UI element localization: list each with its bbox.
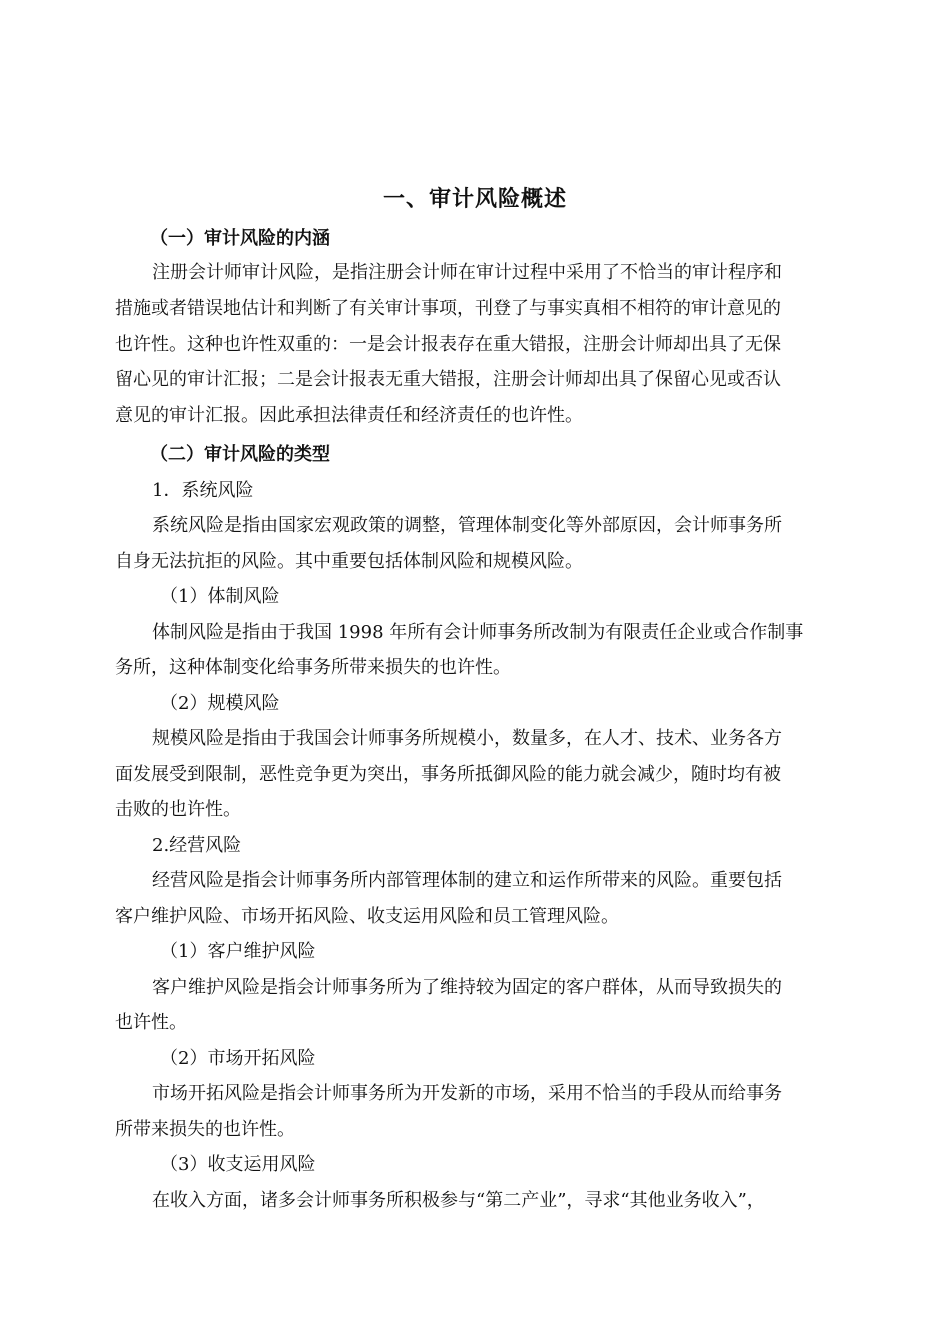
paragraph-line: 意见的审计汇报。因此承担法律责任和经济责任的也许性。 bbox=[115, 405, 583, 426]
paragraph-line: 措施或者错误地估计和判断了有关审计事项，刊登了与事实真相不相符的审计意见的 bbox=[115, 298, 781, 319]
paragraph-line: 体制风险是指由于我国 1998 年所有会计师事务所改制为有限责任企业或合作制事 bbox=[152, 622, 804, 643]
item-title-1: 1．系统风险 bbox=[152, 480, 254, 501]
paragraph-line: 面发展受到限制，恶性竞争更为突出，事务所抵御风险的能力就会减少，随时均有被 bbox=[115, 764, 781, 785]
subitem-title: （1）体制风险 bbox=[160, 586, 280, 607]
section-heading-1: （一）审计风险的内涵 bbox=[150, 228, 330, 249]
paragraph-line: 系统风险是指由国家宏观政策的调整，管理体制变化等外部原因，会计师事务所 bbox=[152, 515, 782, 536]
paragraph-line: 在收入方面，诸多会计师事务所积极参与“第二产业”，寻求“其他业务收入”， bbox=[152, 1190, 765, 1211]
paragraph-line: 也许性。 bbox=[115, 1012, 187, 1033]
paragraph-line: 注册会计师审计风险，是指注册会计师在审计过程中采用了不恰当的审计程序和 bbox=[152, 262, 782, 283]
paragraph-line: 务所，这种体制变化给事务所带来损失的也许性。 bbox=[115, 657, 511, 678]
paragraph-line: 客户维护风险、市场开拓风险、收支运用风险和员工管理风险。 bbox=[115, 906, 619, 927]
subitem-title: （3）收支运用风险 bbox=[160, 1154, 316, 1175]
paragraph-line: 所带来损失的也许性。 bbox=[115, 1119, 295, 1140]
paragraph-line: 规模风险是指由于我国会计师事务所规模小，数量多，在人才、技术、业务各方 bbox=[152, 728, 782, 749]
paragraph-line: 市场开拓风险是指会计师事务所为开发新的市场，采用不恰当的手段从而给事务 bbox=[152, 1083, 782, 1104]
section-heading-2: （二）审计风险的类型 bbox=[150, 444, 330, 465]
page-title: 一、审计风险概述 bbox=[382, 187, 567, 212]
item-title-2: 2.经营风险 bbox=[152, 835, 242, 856]
subitem-title: （1）客户维护风险 bbox=[160, 941, 316, 962]
paragraph-line: 客户维护风险是指会计师事务所为了维持较为固定的客户群体，从而导致损失的 bbox=[152, 977, 782, 998]
paragraph-line: 留心见的审计汇报；二是会计报表无重大错报，注册会计师却出具了保留心见或否认 bbox=[115, 369, 781, 390]
subitem-title: （2）规模风险 bbox=[160, 693, 280, 714]
subitem-title: （2）市场开拓风险 bbox=[160, 1048, 316, 1069]
paragraph-line: 也许性。这种也许性双重的：一是会计报表存在重大错报，注册会计师却出具了无保 bbox=[115, 334, 781, 355]
paragraph-line: 经营风险是指会计师事务所内部管理体制的建立和运作所带来的风险。重要包括 bbox=[152, 870, 782, 891]
paragraph-line: 自身无法抗拒的风险。其中重要包括体制风险和规模风险。 bbox=[115, 551, 583, 572]
paragraph-line: 击败的也许性。 bbox=[115, 799, 241, 820]
